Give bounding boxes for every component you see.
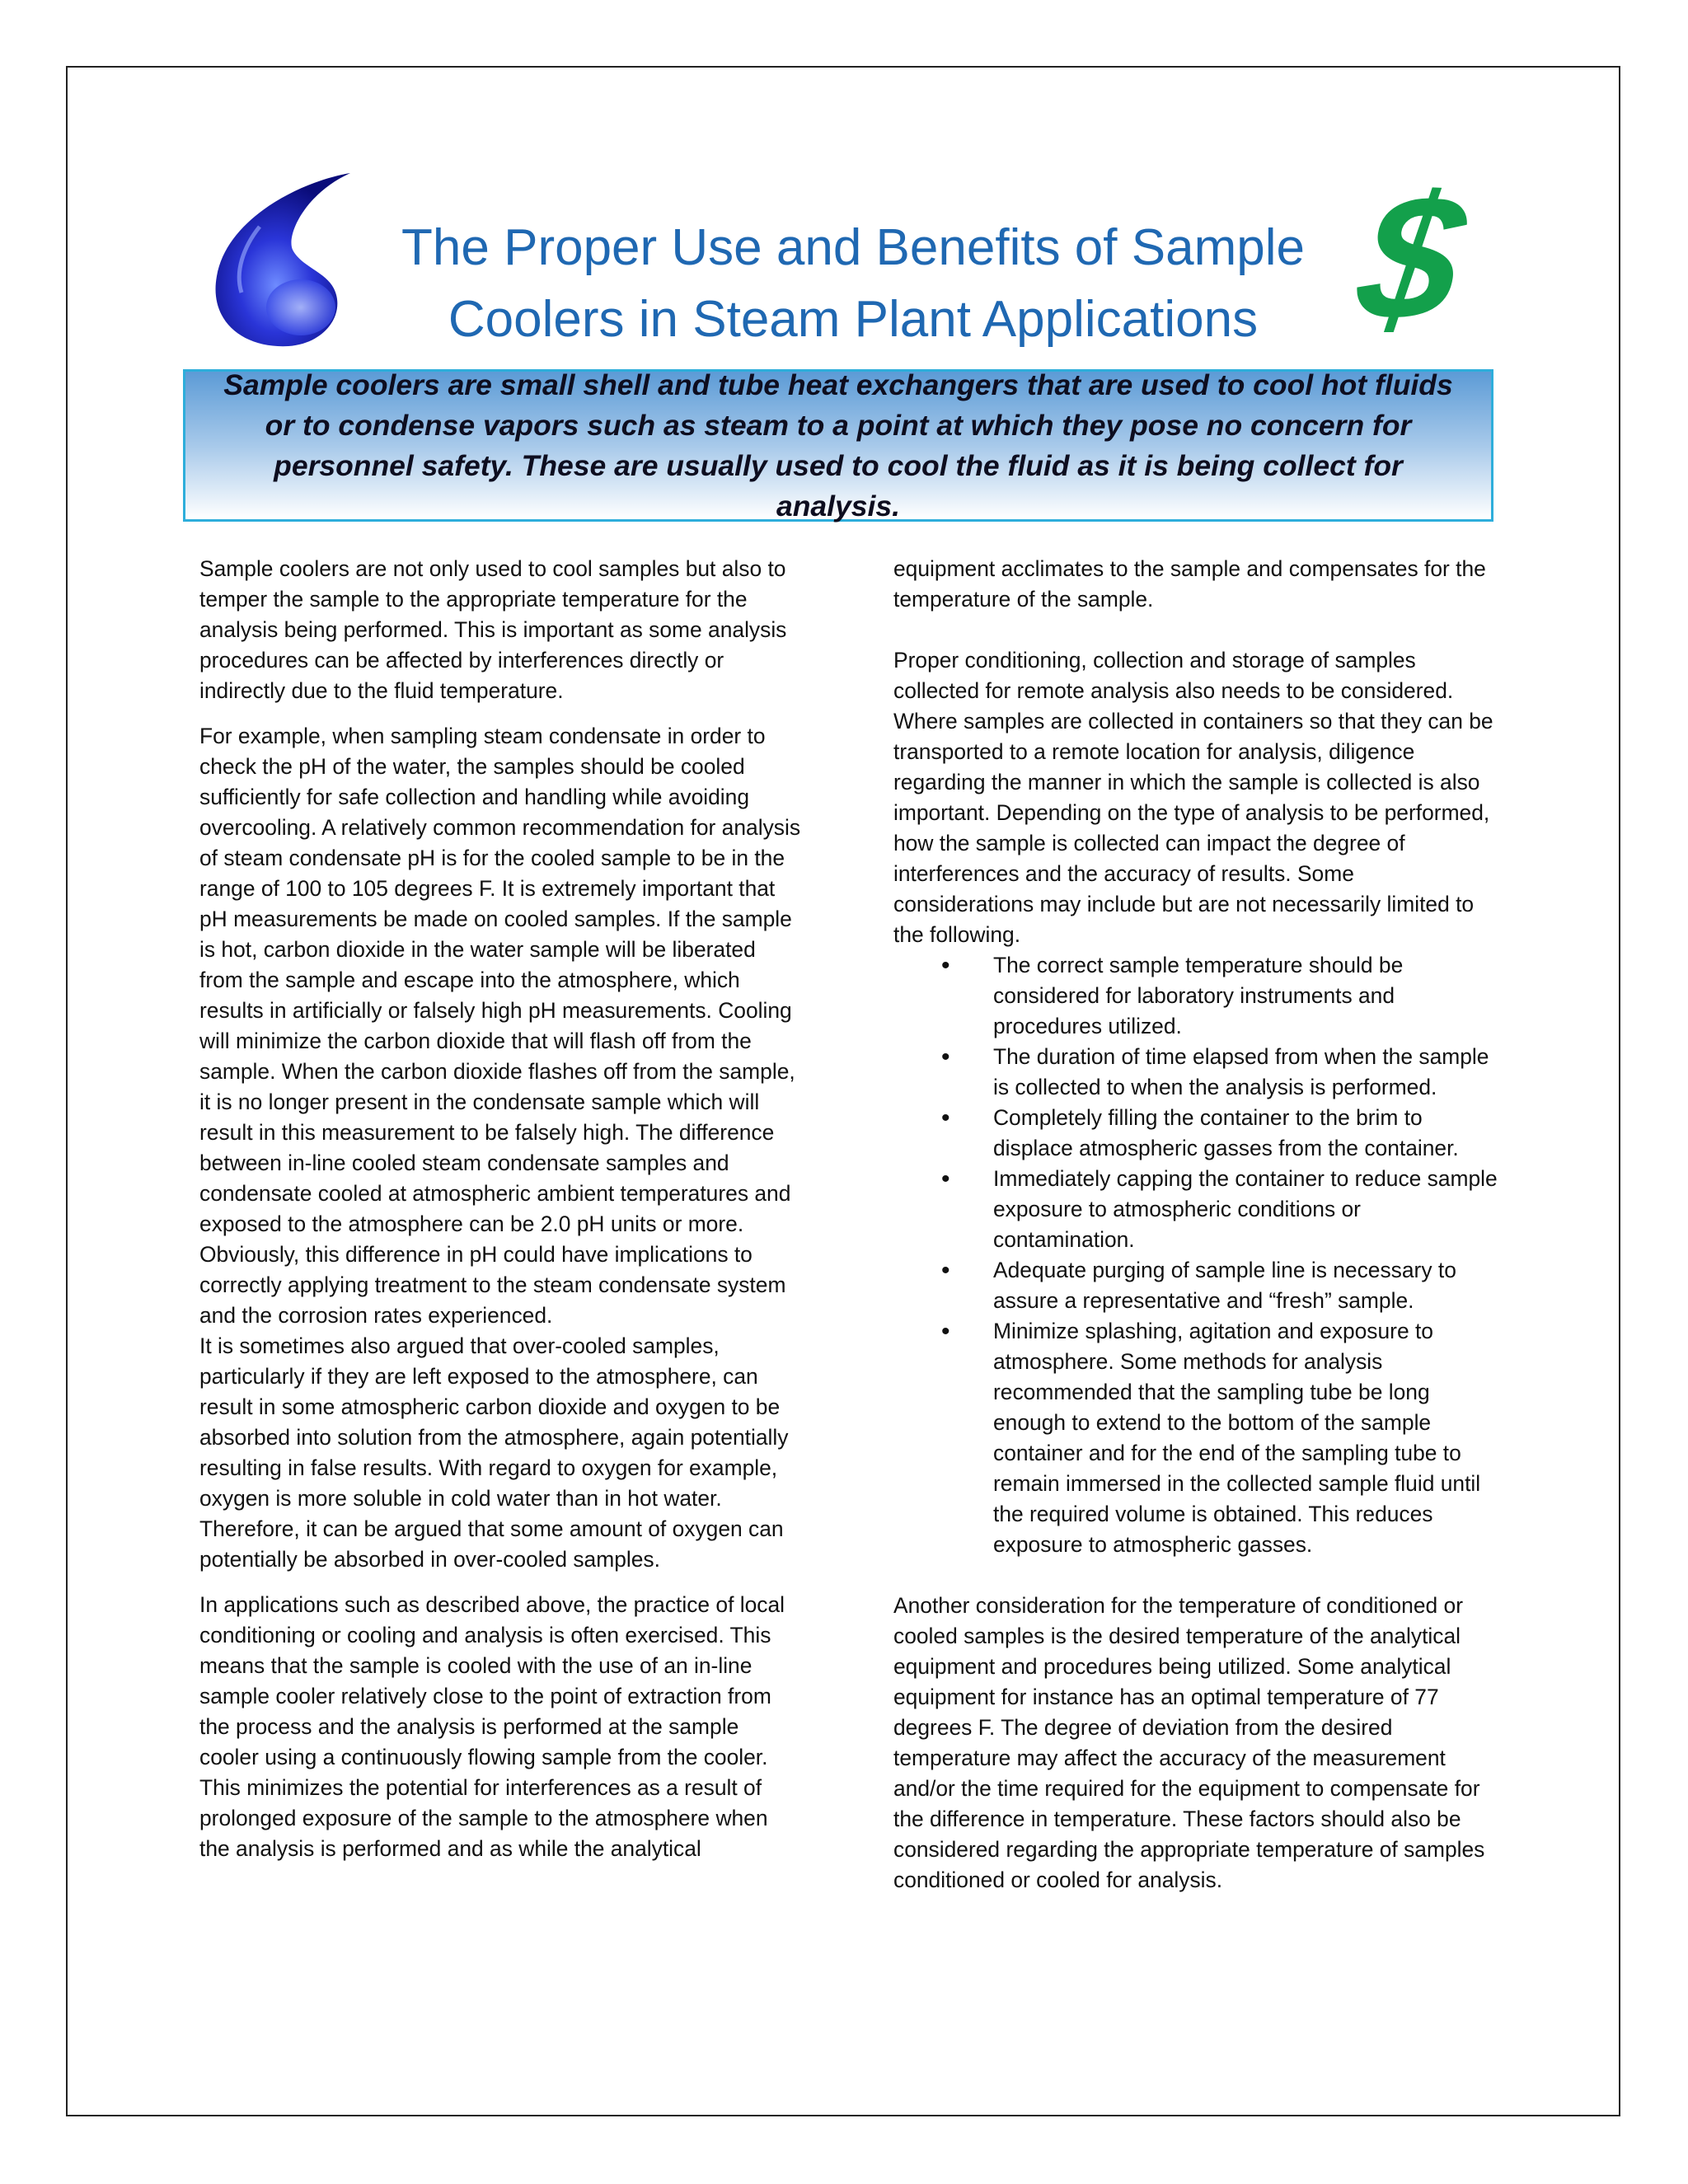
paragraph: Sample coolers are not only used to cool samples but also to temper the sample to the appropriate temperature for the analysis being performed. This is important as some analysis procedures can be affected by interferences directly or indirectly due to the fluid temperature. bbox=[199, 556, 787, 703]
summary-box bbox=[183, 369, 1493, 522]
list-item: • The duration of time elapsed from when the sample is collected to when the analysis is performed. bbox=[893, 1042, 1499, 1103]
list-item: • The correct sample temperature should be considered for laboratory instruments and procedures utilized. bbox=[893, 950, 1499, 1042]
blue-water-drop-logo bbox=[210, 169, 375, 350]
list-item: • Adequate purging of sample line is necessary to assure a representative and “fresh” sample. bbox=[893, 1255, 1499, 1316]
dollar-sign-icon: $ bbox=[1348, 158, 1475, 357]
paragraph: Proper conditioning, collection and storage of samples collected for remote analysis also needs to be considered. Where samples are collected in containers so that they can be transported to a remote location for analysis, diligence regarding the manner in which the sample is collected is also important. Depending on the type of analysis to be performed, how the sample is collected can impact the degree of interferences and the accuracy of results. Some considerations may include but are not necessarily limited to the following. bbox=[893, 648, 1493, 947]
page-title: The Proper Use and Benefits of Sample Coolers in Steam Plant Applications bbox=[401, 218, 1305, 348]
paragraph: It is sometimes also argued that over-cooled samples, particularly if they are left exposed to the atmosphere, can result in some atmospheric carbon dioxide and oxygen to be absorbed into solution from the atmosphere, again potentially resulting in false results. With regard to oxygen for example, oxygen is more soluble in cold water than in hot water. Therefore, it can be argued that some amount of oxygen can potentially be absorbed in over-cooled samples. bbox=[199, 1333, 789, 1572]
summary-text: Sample coolers are small shell and tube heat exchangers that are used to cool hot fluids or to condense vapors such as steam to a point at which they pose no concern for personnel safety. These are usually used to cool the fluid as it is being collect for analysis. bbox=[223, 368, 1453, 523]
left-column bbox=[199, 554, 801, 1864]
list-item: • Completely filling the container to the brim to displace atmospheric gasses from the container. bbox=[893, 1103, 1499, 1164]
paragraph: For example, when sampling steam condensate in order to check the pH of the water, the samples should be cooled sufficiently for safe collection and handling while avoiding overcooling. A relatively common recommendation for analysis of steam condensate pH is for the cooled sample to be in the range of 100 to 105 degrees F. It is extremely important that pH measurements be made on cooled samples. If the sample is hot, carbon dioxide in the water sample will be liberated from the sample and escape into the atmosphere, which results in artificially or falsely high pH measurements. Cooling will minimize the carbon dioxide that will flash off from the sample. When the carbon dioxide flashes off from the sample, it is no longer present in the condensate sample which will result in this measurement to be falsely high. The difference between in-line cooled steam condensate samples and condensate cooled at atmospheric ambient temperatures and exposed to the atmosphere can be 2.0 pH units or more. Obviously, this difference in pH could have implications to correctly applying treatment to the steam condensate system and the corrosion rates experienced. bbox=[199, 724, 801, 1328]
paragraph: Another consideration for the temperature of conditioned or cooled samples is the desired temperature of the analytical equipment and procedures being utilized. Some analytical equipment for instance has an optimal temperature of 77 degrees F. The degree of deviation from the desired temperature may affect the accuracy of the measurement and/or the time required for the equipment to compensate for the difference in temperature. These factors should also be considered regarding the appropriate temperature of samples conditioned or cooled for analysis. bbox=[893, 1593, 1485, 1892]
considerations-list bbox=[893, 950, 1499, 1560]
paragraph: equipment acclimates to the sample and compensates for the temperature of the sample. bbox=[893, 556, 1486, 612]
right-column bbox=[893, 554, 1499, 1896]
list-item: • Immediately capping the container to reduce sample exposure to atmospheric conditions or contamination. bbox=[893, 1164, 1499, 1255]
list-item: • Minimize splashing, agitation and exposure to atmosphere. Some methods for analysis recommended that the sampling tube be long enough to extend to the bottom of the sample container and for the end of the sampling tube to remain immersed in the collected sample fluid until the required volume is obtained. This reduces exposure to atmospheric gasses. bbox=[893, 1316, 1499, 1560]
paragraph: In applications such as described above, the practice of local conditioning or cooling and analysis is often exercised. This means that the sample is cooled with the use of an in-line sample cooler relatively close to the point of extraction from the process and the analysis is performed at the sample cooler using a continuously flowing sample from the cooler. This minimizes the potential for interferences as a result of prolonged exposure of the sample to the atmosphere when the analysis is performed and as while the analytical bbox=[199, 1592, 785, 1861]
